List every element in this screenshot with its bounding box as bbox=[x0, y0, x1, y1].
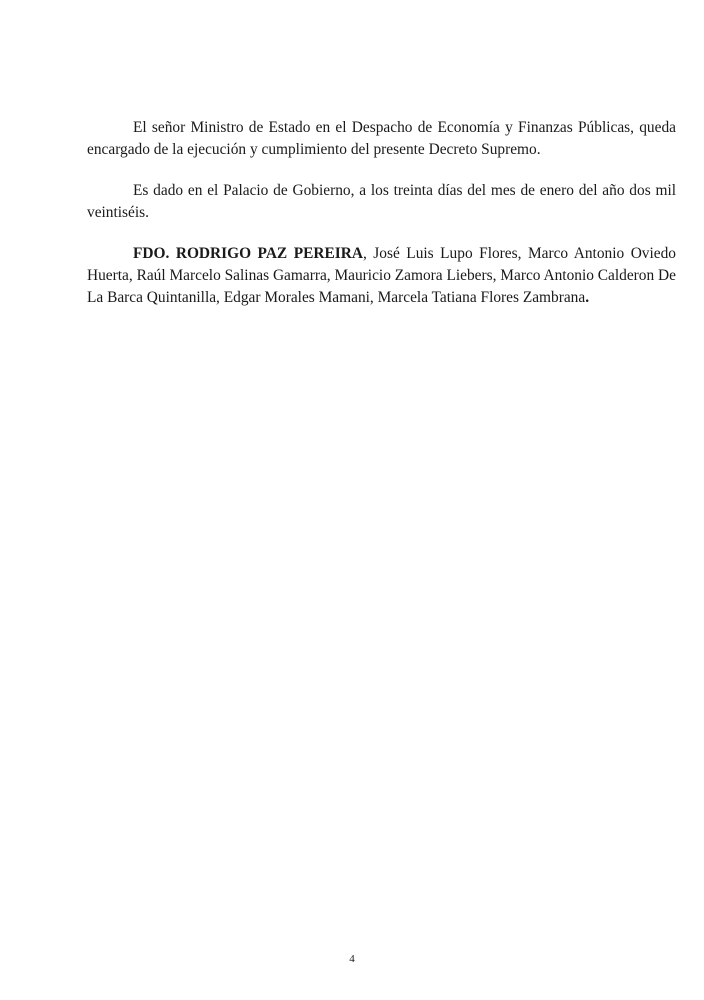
signature-end-period: . bbox=[585, 289, 590, 306]
signature-president: FDO. RODRIGO PAZ PEREIRA bbox=[133, 245, 363, 262]
page-number: 4 bbox=[349, 953, 355, 965]
paragraph-ministro-encargado: El señor Ministro de Estado en el Despacho de Economía y Finanzas Públicas, queda encargado de la ejecución y cumplimiento del presente Decreto Supremo. bbox=[87, 119, 676, 158]
signature-block bbox=[87, 243, 676, 309]
document-body bbox=[87, 117, 676, 328]
paragraph-fecha-lugar: Es dado en el Palacio de Gobierno, a los treinta días del mes de enero del año dos mil veintiséis. bbox=[87, 182, 676, 221]
signature-ministers: , José Luis Lupo Flores, Marco Antonio Oviedo Huerta, Raúl Marcelo Salinas Gamarra, Mauricio Zamora Liebers, Marco Antonio Calderon De La Barca Quintanilla, Edgar Morales Mamani, Marcela Tatiana Flores Zambrana bbox=[87, 245, 676, 306]
